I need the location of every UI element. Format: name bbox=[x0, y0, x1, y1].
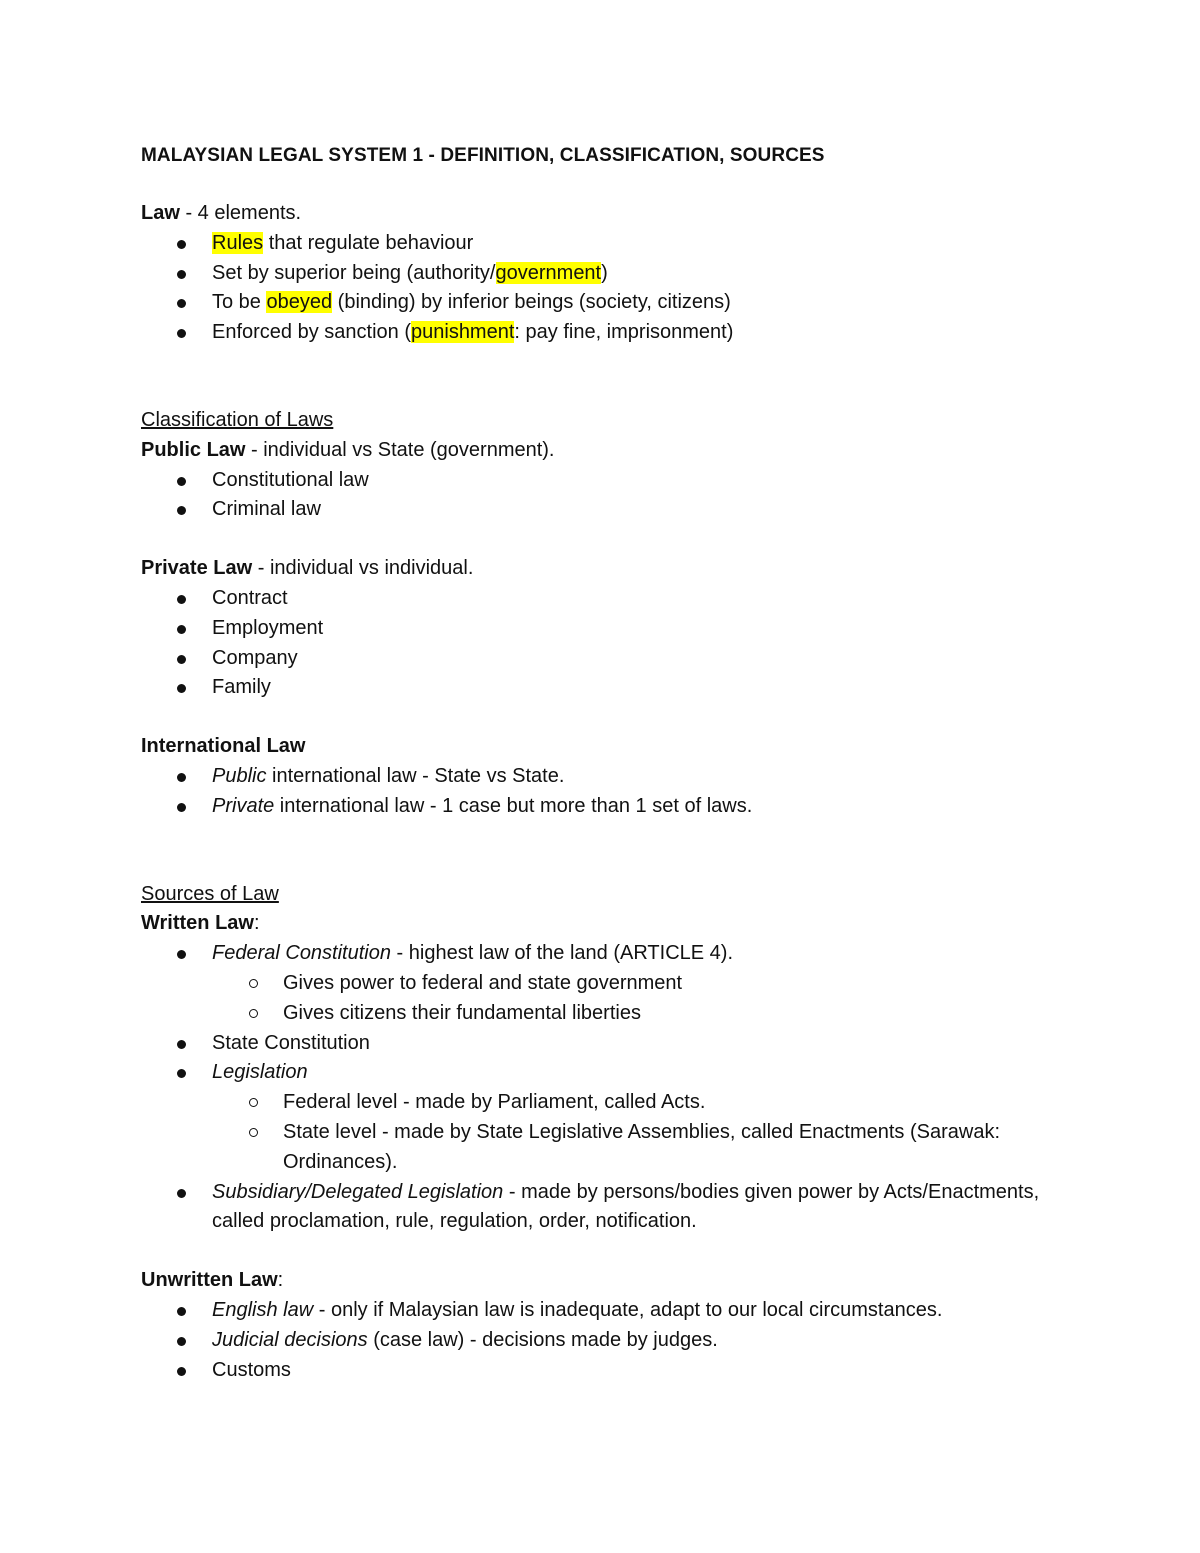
item-text: - made by persons/bodies given power by Acts/Enactments, called proclamation, rule, regulation, order, notification. bbox=[212, 1180, 1040, 1233]
list-item bbox=[141, 762, 1081, 792]
colon: : bbox=[253, 912, 260, 935]
item-text: international law - 1 case but more than 1 set of laws. bbox=[274, 794, 753, 817]
list-item: Employment bbox=[141, 614, 1081, 644]
list-item bbox=[141, 1058, 1081, 1177]
law-term: Law bbox=[141, 202, 180, 224]
list-item: Criminal law bbox=[141, 495, 1081, 525]
sub-list-item: Federal level - made by Parliament, called Acts. bbox=[141, 1088, 1081, 1118]
private-law-term: Private Law bbox=[141, 557, 253, 580]
italic-text: Legislation bbox=[212, 1061, 308, 1084]
unwritten-law-definition bbox=[141, 1266, 1081, 1296]
italic-text: Judicial decisions bbox=[212, 1328, 368, 1351]
law-desc: - 4 elements. bbox=[179, 202, 302, 224]
item-text: (binding) by inferior beings (society, citizens) bbox=[332, 291, 731, 314]
item-text: : pay fine, imprisonment) bbox=[514, 321, 734, 344]
list-item bbox=[141, 259, 1081, 289]
italic-text: Private bbox=[212, 794, 275, 817]
italic-text: English law bbox=[212, 1298, 314, 1321]
list-item bbox=[141, 1356, 1081, 1386]
list-item: Contract bbox=[141, 584, 1081, 614]
item-text: international law - State vs State. bbox=[266, 764, 565, 787]
written-law-term: Written Law bbox=[141, 912, 254, 935]
list-item bbox=[141, 229, 1081, 259]
list-item bbox=[141, 318, 1081, 348]
law-elements-list bbox=[141, 229, 1081, 348]
italic-text: Federal Constitution bbox=[212, 942, 391, 965]
italic-text: Public bbox=[212, 764, 267, 787]
classification-heading: Classification of Laws bbox=[141, 408, 334, 431]
item-text: Set by superior being (authority/ bbox=[212, 261, 496, 284]
item-text: (case law) - decisions made by judges. bbox=[367, 1328, 718, 1351]
item-text: Customs bbox=[212, 1358, 291, 1381]
colon: : bbox=[277, 1269, 284, 1292]
highlight-text: Rules bbox=[212, 231, 264, 254]
list-item bbox=[141, 1178, 1081, 1238]
list-item bbox=[141, 939, 1081, 1028]
list-item bbox=[141, 288, 1081, 318]
public-law-definition bbox=[141, 436, 1081, 466]
sources-heading: Sources of Law bbox=[141, 882, 279, 905]
public-law-desc: - individual vs State (government). bbox=[245, 438, 555, 461]
list-item bbox=[141, 1296, 1081, 1326]
list-item: Constitutional law bbox=[141, 466, 1081, 496]
list-item bbox=[141, 792, 1081, 822]
document-title: MALAYSIAN LEGAL SYSTEM 1 - DEFINITION, CLASSIFICATION, SOURCES bbox=[141, 145, 825, 166]
list-item bbox=[141, 1326, 1081, 1356]
private-law-desc: - individual vs individual. bbox=[252, 557, 474, 580]
list-item: Company bbox=[141, 644, 1081, 674]
sub-list-item: State level - made by State Legislative Assemblies, called Enactments (Sarawak: Ordinances). bbox=[141, 1118, 1081, 1178]
private-law-list bbox=[141, 584, 1081, 703]
italic-text: Subsidiary/Delegated Legislation bbox=[212, 1180, 504, 1203]
public-law-term: Public Law bbox=[141, 438, 246, 461]
unwritten-law-list bbox=[141, 1296, 1081, 1385]
law-definition bbox=[141, 199, 1081, 229]
list-item: Family bbox=[141, 673, 1081, 703]
item-text: - only if Malaysian law is inadequate, adapt to our local circumstances. bbox=[313, 1298, 943, 1321]
sub-list-item: Gives power to federal and state government bbox=[141, 969, 1081, 999]
item-text: Enforced by sanction ( bbox=[212, 321, 411, 344]
sub-list bbox=[212, 1088, 1081, 1177]
international-law-list bbox=[141, 762, 1081, 822]
unwritten-law-term: Unwritten Law bbox=[141, 1269, 278, 1292]
list-item: State Constitution bbox=[141, 1029, 1081, 1059]
highlight-text: government bbox=[495, 261, 602, 284]
private-law-definition bbox=[141, 554, 1081, 584]
document-body bbox=[141, 141, 1081, 1385]
item-text: ) bbox=[601, 261, 608, 284]
item-text: - highest law of the land (ARTICLE 4). bbox=[390, 942, 733, 965]
international-law-term: International Law bbox=[141, 735, 306, 758]
highlight-text: obeyed bbox=[266, 291, 333, 314]
written-law-list bbox=[141, 939, 1081, 1237]
item-text: To be bbox=[212, 291, 267, 314]
public-law-list bbox=[141, 466, 1081, 526]
sub-list-item: Gives citizens their fundamental liberties bbox=[141, 999, 1081, 1029]
item-text: that regulate behaviour bbox=[263, 231, 474, 254]
written-law-definition bbox=[141, 909, 1081, 939]
sub-list bbox=[212, 969, 1081, 1029]
highlight-text: punishment bbox=[411, 321, 515, 344]
